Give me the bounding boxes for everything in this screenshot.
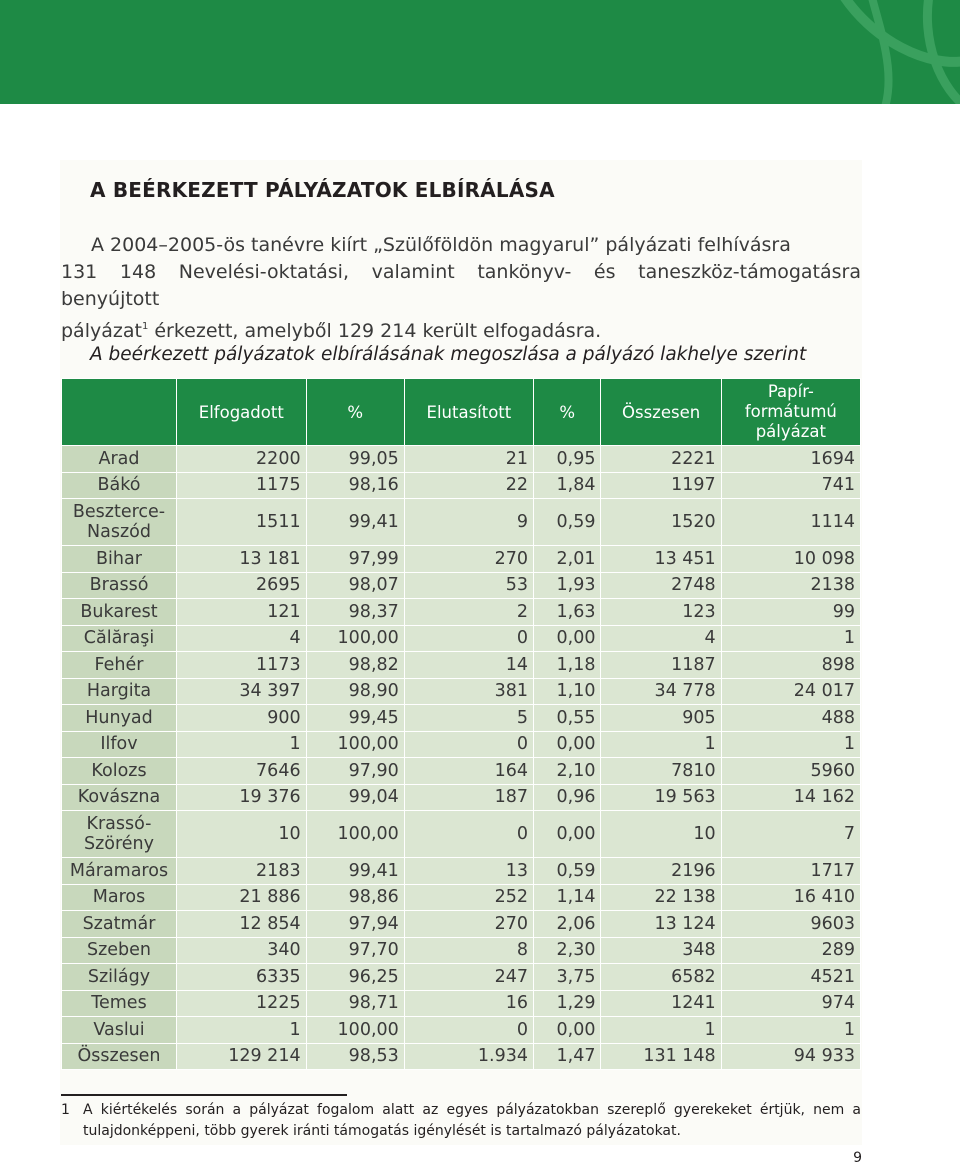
row-label [62,499,177,546]
table-cell: 270 [404,546,533,573]
table-cell: 340 [177,937,307,964]
row-label: Kovászna [62,784,177,811]
table-cell: 1,47 [533,1043,601,1070]
header-rejected-pct: % [533,379,601,446]
table-cell: 99,05 [306,446,404,473]
table-row [62,546,861,573]
table-cell: 9 [404,499,533,546]
row-label: Máramaros [62,858,177,885]
table-cell: 0,00 [533,1017,601,1044]
table-cell: 99,41 [306,858,404,885]
row-label: Bukarest [62,599,177,626]
table-cell: 1 [177,1017,307,1044]
row-label: Vaslui [62,1017,177,1044]
row-label: Kolozs [62,758,177,785]
table-cell: 270 [404,911,533,938]
table-cell: 21 [404,446,533,473]
table-cell: 1,63 [533,599,601,626]
table-cell: 4 [601,625,721,652]
row-label: Szilágy [62,964,177,991]
table-cell: 123 [601,599,721,626]
table-cell: 1 [721,731,860,758]
table-cell: 2221 [601,446,721,473]
row-label: Hargita [62,678,177,705]
row-label: Összesen [62,1043,177,1070]
table-cell: 34 397 [177,678,307,705]
table-cell: 8 [404,937,533,964]
table-cell: 1694 [721,446,860,473]
table-cell: 0 [404,1017,533,1044]
section-heading: A BEÉRKEZETT PÁLYÁZATOK ELBÍRÁLÁSA [90,178,555,202]
table-cell: 2138 [721,572,860,599]
table-cell: 4 [177,625,307,652]
table-cell: 1 [721,1017,860,1044]
table-cell: 13 181 [177,546,307,573]
table-cell: 97,70 [306,937,404,964]
table-cell: 22 138 [601,884,721,911]
table-row [62,652,861,679]
table-cell: 129 214 [177,1043,307,1070]
table-cell: 2,10 [533,758,601,785]
table-cell: 252 [404,884,533,911]
table-cell: 0,59 [533,499,601,546]
table-cell: 10 [601,811,721,858]
table-cell: 13 [404,858,533,885]
table-cell: 98,16 [306,472,404,499]
intro-line-1: A 2004–2005-ös tanévre kiírt „Szülőföldön magyarul” pályázati felhívásra [91,234,791,256]
table-cell: 1,18 [533,652,601,679]
table-cell: 0,00 [533,811,601,858]
table-cell: 905 [601,705,721,732]
row-label: Fehér [62,652,177,679]
table-cell: 247 [404,964,533,991]
header-paper-line-3: pályázat [755,422,826,441]
table-row [62,705,861,732]
table-cell: 98,90 [306,678,404,705]
table-cell: 98,71 [306,990,404,1017]
table-row [62,678,861,705]
table-cell: 4521 [721,964,860,991]
table-cell: 0,00 [533,625,601,652]
table-cell: 7810 [601,758,721,785]
table-cell: 13 451 [601,546,721,573]
table-cell: 974 [721,990,860,1017]
table-row [62,1017,861,1044]
row-label: Hunyad [62,705,177,732]
footnote-number: 1 [61,1102,70,1118]
table-row [62,884,861,911]
table-cell: 1114 [721,499,860,546]
table-cell: 1511 [177,499,307,546]
row-label-line: Szörény [83,834,155,854]
table-cell: 94 933 [721,1043,860,1070]
table-cell: 14 162 [721,784,860,811]
table-cell: 98,86 [306,884,404,911]
table-row [62,731,861,758]
table-cell: 5960 [721,758,860,785]
table-cell: 1,14 [533,884,601,911]
table-cell: 2,06 [533,911,601,938]
table-cell: 100,00 [306,625,404,652]
table-cell: 488 [721,705,860,732]
table-cell: 164 [404,758,533,785]
table-cell: 34 778 [601,678,721,705]
table-cell: 0,00 [533,731,601,758]
table-cell: 1 [601,1017,721,1044]
table-row [62,911,861,938]
table-cell: 10 [177,811,307,858]
row-label-line: Naszód [87,522,151,542]
table-cell: 98,53 [306,1043,404,1070]
table-row [62,625,861,652]
table-cell: 100,00 [306,731,404,758]
table-cell: 3,75 [533,964,601,991]
table-cell: 0,96 [533,784,601,811]
table-cell: 131 148 [601,1043,721,1070]
table-row [62,758,861,785]
table-cell: 1 [177,731,307,758]
row-label [62,811,177,858]
table-row [62,858,861,885]
table-cell: 1 [721,625,860,652]
table-cell: 381 [404,678,533,705]
table-cell: 1717 [721,858,860,885]
table-cell: 187 [404,784,533,811]
intro-line-2: 131 148 Nevelési-oktatási, valamint tankönyv- és taneszköz-támogatásra benyújtott [61,261,861,310]
table-cell: 741 [721,472,860,499]
table-cell: 99,41 [306,499,404,546]
table-header-row [62,379,861,446]
row-label: Bákó [62,472,177,499]
table-cell: 0 [404,625,533,652]
table-cell: 1225 [177,990,307,1017]
table-cell: 24 017 [721,678,860,705]
table-cell: 100,00 [306,811,404,858]
header-paper-line-1: Papír- [767,382,814,401]
table-cell: 289 [721,937,860,964]
table-cell: 6582 [601,964,721,991]
row-label: Szeben [62,937,177,964]
table-cell: 98,82 [306,652,404,679]
table-cell: 0,55 [533,705,601,732]
header-band [0,0,960,104]
table-cell: 13 124 [601,911,721,938]
table-cell: 21 886 [177,884,307,911]
footnote-ref: 1 [141,321,149,332]
table-cell: 898 [721,652,860,679]
table-cell: 97,99 [306,546,404,573]
table-cell: 53 [404,572,533,599]
table-cell: 16 410 [721,884,860,911]
table-cell: 121 [177,599,307,626]
applications-table [61,378,861,1070]
table-cell: 98,37 [306,599,404,626]
table-cell: 1,10 [533,678,601,705]
table-cell: 96,25 [306,964,404,991]
intro-line-3b: érkezett, amelyből 129 214 került elfogadásra. [148,320,602,342]
intro-paragraph [61,232,861,345]
table-row [62,784,861,811]
row-label: Bihar [62,546,177,573]
row-label: Temes [62,990,177,1017]
table-cell: 1173 [177,652,307,679]
table-cell: 99 [721,599,860,626]
table-cell: 1,29 [533,990,601,1017]
table-cell: 16 [404,990,533,1017]
table-cell: 9603 [721,911,860,938]
table-row [62,446,861,473]
page-number: 9 [853,1150,862,1166]
table-cell: 2183 [177,858,307,885]
header-rejected: Elutasított [404,379,533,446]
row-label: Brassó [62,572,177,599]
table-cell: 1,93 [533,572,601,599]
table-cell: 19 563 [601,784,721,811]
footnote-rule [61,1094,347,1096]
table-cell: 0,59 [533,858,601,885]
table-cell: 5 [404,705,533,732]
header-accepted: Elfogadott [177,379,307,446]
footnote-text: A kiértékelés során a pályázat fogalom alatt az egyes pályázatokban szereplő gyerekeket értjük, nem a tulajdonképpeni, több gyerek iránti támogatás igénylését is tartalmazó pályázatokat. [83,1102,861,1139]
footnote [61,1100,861,1142]
row-label: Arad [62,446,177,473]
row-label: Călăraşi [62,625,177,652]
table-cell: 14 [404,652,533,679]
table-row [62,499,861,546]
table-cell: 7646 [177,758,307,785]
table-cell: 22 [404,472,533,499]
intro-line-3a: pályázat [61,320,142,342]
header-paper-format [721,379,860,446]
table-cell: 6335 [177,964,307,991]
table-cell: 1,84 [533,472,601,499]
table-cell: 97,94 [306,911,404,938]
table-cell: 1175 [177,472,307,499]
table-cell: 2 [404,599,533,626]
table-header [62,379,861,446]
table-cell: 100,00 [306,1017,404,1044]
table-cell: 99,04 [306,784,404,811]
header-paper-line-2: formátumú [744,402,837,421]
table-cell: 2200 [177,446,307,473]
table-cell: 7 [721,811,860,858]
table-row [62,811,861,858]
header-accepted-pct: % [306,379,404,446]
table-cell: 900 [177,705,307,732]
table-cell: 97,90 [306,758,404,785]
table-cell: 0,95 [533,446,601,473]
table-cell: 1187 [601,652,721,679]
table-cell: 1.934 [404,1043,533,1070]
table-cell: 2,01 [533,546,601,573]
table-cell: 2,30 [533,937,601,964]
table-body [62,446,861,1070]
table-cell: 348 [601,937,721,964]
table-cell: 1520 [601,499,721,546]
decorative-globe-icon [700,0,960,104]
table-cell: 99,45 [306,705,404,732]
table-cell: 19 376 [177,784,307,811]
table-cell: 2748 [601,572,721,599]
row-label-line: Krassó- [86,814,152,834]
table-cell: 1 [601,731,721,758]
intro-line-3 [61,313,861,345]
table-cell: 0 [404,731,533,758]
row-label-line: Beszterce- [72,502,166,522]
header-total: Összesen [601,379,721,446]
table-cell: 2196 [601,858,721,885]
table-caption: A beérkezett pályázatok elbírálásának megoszlása a pályázó lakhelye szerint [90,344,807,365]
table-row [62,472,861,499]
row-label: Maros [62,884,177,911]
header-corner [62,379,177,446]
table-cell: 2695 [177,572,307,599]
table-cell: 1197 [601,472,721,499]
table-cell: 0 [404,811,533,858]
table-cell: 1241 [601,990,721,1017]
row-label: Ilfov [62,731,177,758]
table-row [62,937,861,964]
table-row [62,1043,861,1070]
table-cell: 98,07 [306,572,404,599]
row-label: Szatmár [62,911,177,938]
table-row [62,599,861,626]
table-cell: 10 098 [721,546,860,573]
table-row [62,572,861,599]
table-row [62,964,861,991]
table-cell: 12 854 [177,911,307,938]
table-row [62,990,861,1017]
